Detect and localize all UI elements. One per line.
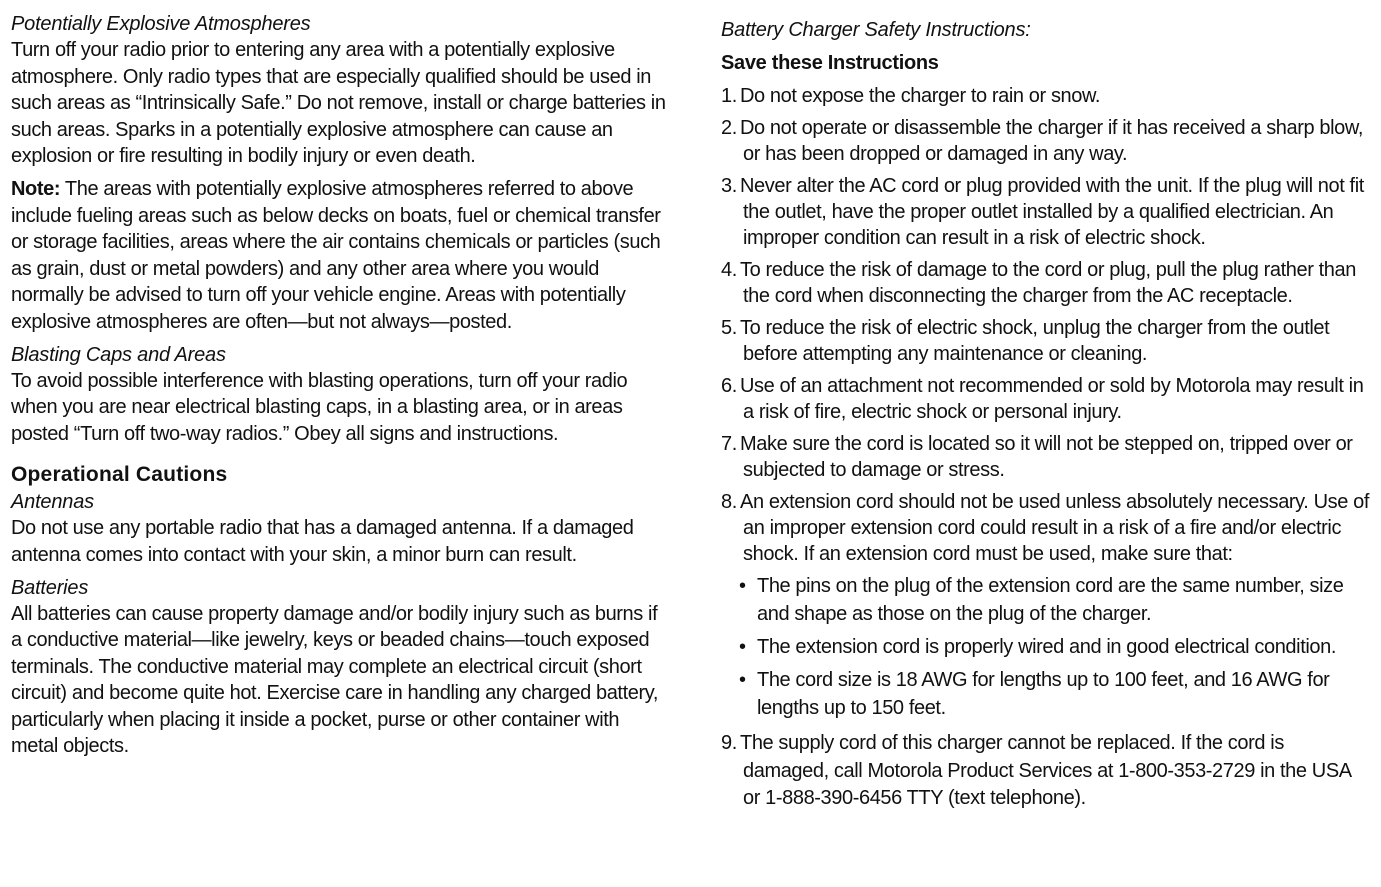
explosive-note (11, 176, 671, 336)
instructions-list-continued (721, 730, 1371, 813)
item-number: 8. (721, 491, 737, 513)
instruction-item (721, 373, 1371, 425)
bullet-text: The pins on the plug of the extension cord are the same number, size and shape as those on the plug of the charger. (757, 575, 1344, 625)
instruction-item (721, 173, 1371, 251)
batteries-title: Batteries (11, 576, 89, 599)
explosive-body: Turn off your radio prior to entering any area with a potentially explosive atmosphere. Only radio types that are especially qualified should be used in such areas as “Intrinsically Safe.” Do not remove, install or charge batteries in such areas. Sparks in a potentially explosive atmosphere can cause an explosion or fire resulting in bodily injury or even death. (11, 39, 666, 168)
item-text: Do not expose the charger to rain or snow. (740, 85, 1101, 107)
bullet-item (721, 572, 1371, 628)
item-text: To reduce the risk of damage to the cord or plug, pull the plug rather than the cord when disconnecting the charger from the AC receptacle. (740, 259, 1356, 307)
item-text: Never alter the AC cord or plug provided with the unit. If the plug will not fit the outlet, have the proper outlet installed by a qualified electrician. An improper condition can result in a risk of electric shock. (740, 175, 1364, 249)
item-text: Do not operate or disassemble the charger if it has received a sharp blow, or has been dropped or damaged in any way. (740, 117, 1363, 165)
instruction-item (721, 83, 1371, 109)
right-column (721, 0, 1371, 813)
item-text: An extension cord should not be used unless absolutely necessary. Use of an improper extension cord could result in a risk of a fire and/or electric shock. If an extension cord must be used, make sure that: (740, 491, 1370, 565)
save-instructions-heading: Save these Instructions (721, 52, 939, 74)
item-number: 1. (721, 85, 737, 107)
item-number: 6. (721, 375, 737, 397)
item-number: 5. (721, 317, 737, 339)
item-text: To reduce the risk of electric shock, unplug the charger from the outlet before attempting any maintenance or cleaning. (740, 317, 1330, 365)
item-text: The supply cord of this charger cannot be replaced. If the cord is damaged, call Motorola Product Services at 1-800-353-2729 in the USA or 1-888-390-6456 TTY (text telephone). (740, 732, 1351, 809)
antennas-title: Antennas (11, 491, 94, 514)
charger-safety-title: Battery Charger Safety Instructions: (721, 19, 1031, 41)
instruction-item (721, 431, 1371, 483)
instruction-item (721, 257, 1371, 309)
instruction-item (721, 315, 1371, 367)
blasting-title: Blasting Caps and Areas (11, 343, 226, 366)
instruction-item (721, 730, 1371, 813)
item-text: Use of an attachment not recommended or sold by Motorola may result in a risk of fire, electric shock or personal injury. (740, 375, 1364, 423)
bullet-icon: • (739, 636, 746, 658)
bullet-text: The extension cord is properly wired and in good electrical condition. (757, 636, 1337, 658)
explosive-title: Potentially Explosive Atmospheres (11, 13, 311, 35)
item-number: 2. (721, 117, 737, 139)
item-number: 3. (721, 175, 737, 197)
operational-cautions-heading: Operational Cautions (11, 463, 228, 487)
instruction-item (721, 489, 1371, 567)
bullet-item (721, 666, 1371, 722)
antennas-body: Do not use any portable radio that has a damaged antenna. If a damaged antenna comes into contact with your skin, a minor burn can result. (11, 517, 634, 566)
bullet-item (721, 633, 1371, 661)
item-number: 7. (721, 433, 737, 455)
note-label: Note: (11, 177, 61, 200)
blasting-body: To avoid possible interference with blasting operations, turn off your radio when you are near electrical blasting caps, in a blasting area, or in areas posted “Turn off two-way radios.” Obey all signs and instructions. (11, 369, 628, 445)
item-text: Make sure the cord is located so it will not be stepped on, tripped over or subjected to damage or stress. (740, 433, 1353, 481)
instruction-item (721, 115, 1371, 167)
instructions-list (721, 83, 1371, 567)
bullet-icon: • (739, 575, 746, 597)
item-number: 4. (721, 259, 737, 281)
bullet-text: The cord size is 18 AWG for lengths up to 100 feet, and 16 AWG for lengths up to 150 feet. (757, 669, 1330, 719)
note-body: The areas with potentially explosive atmospheres referred to above include fueling areas such as below decks on boats, fuel or chemical transfer or storage facilities, areas where the air contains chemicals or particles (such as grain, dust or metal powders) and any other area where you would normally be advised to turn off your vehicle engine. Areas with potentially explosive atmospheres are often—but not always—posted. (11, 177, 661, 333)
item-number: 9. (721, 732, 737, 754)
extension-cord-bullets (721, 572, 1371, 722)
bullet-icon: • (739, 669, 746, 691)
left-column (11, 0, 671, 760)
batteries-body: All batteries can cause property damage and/or bodily injury such as burns if a conductive material—like jewelry, keys or beaded chains—touch exposed terminals. The conductive material may complete an electrical circuit (short circuit) and become quite hot. Exercise care in handling any charged battery, particularly when placing it inside a pocket, purse or other container with metal objects. (11, 602, 658, 758)
